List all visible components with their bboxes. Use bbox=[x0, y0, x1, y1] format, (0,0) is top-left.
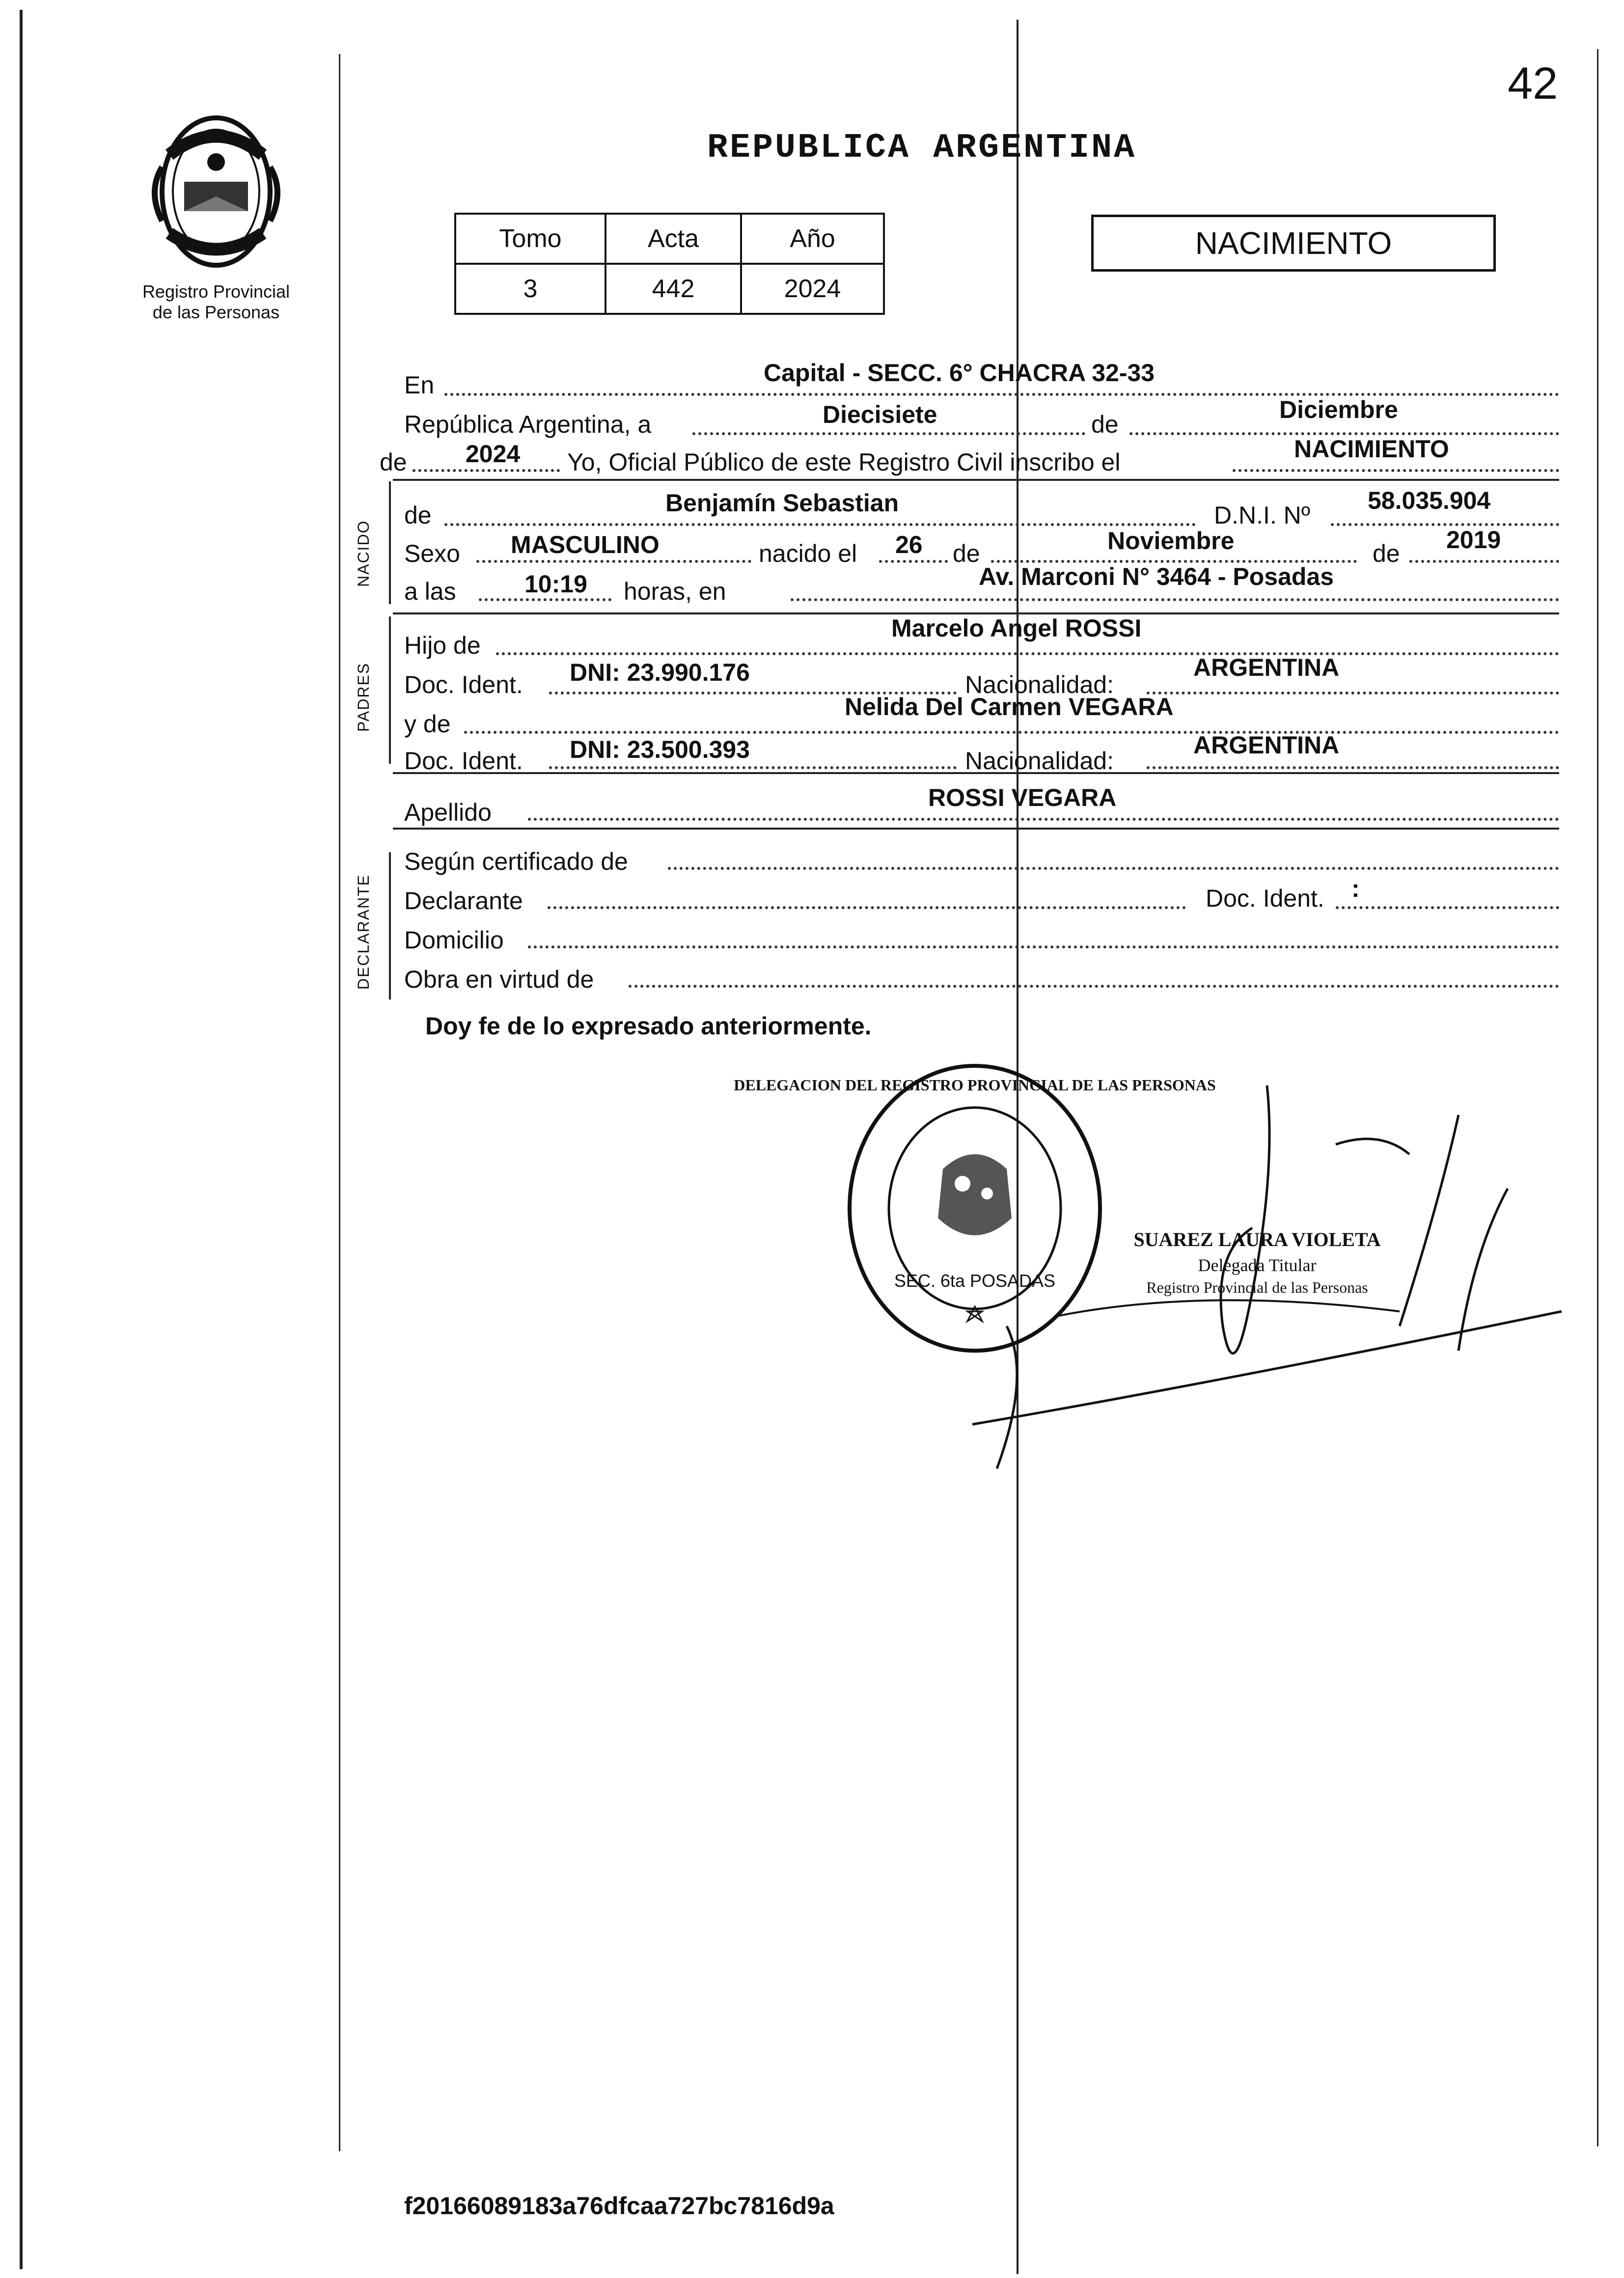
table-value-anio: 2024 bbox=[741, 264, 884, 314]
label-de-mes: de bbox=[953, 540, 980, 567]
table-header-acta: Acta bbox=[606, 214, 741, 264]
dotted-line bbox=[496, 652, 1559, 655]
label-nacido-el: nacido el bbox=[759, 540, 857, 567]
stamp-ring-text: DELEGACION DEL REGISTRO PROVINCIAL DE LAS PERSONAS bbox=[734, 1076, 1216, 1094]
dotted-line bbox=[444, 523, 1196, 526]
value-padre-nac: ARGENTINA bbox=[1193, 654, 1340, 681]
label-horas-en: horas, en bbox=[624, 578, 726, 605]
label-obra-en-virtud: Obra en virtud de bbox=[404, 966, 594, 993]
stamp-inner-text: SEC. 6ta POSADAS bbox=[894, 1271, 1056, 1291]
label-de-nombre: de bbox=[404, 501, 432, 529]
act-type-box: NACIMIENTO bbox=[1091, 215, 1496, 272]
dotted-line bbox=[548, 906, 1186, 909]
dotted-line bbox=[413, 469, 560, 472]
dotted-line bbox=[1409, 560, 1559, 563]
section-label-padres: PADRES bbox=[355, 662, 372, 732]
value-mes: Diciembre bbox=[1279, 396, 1398, 423]
label-a-las: a las bbox=[404, 578, 456, 605]
label-doc-ident-decl: Doc. Ident. bbox=[1206, 885, 1324, 912]
official-org: Registro Provincial de las Personas bbox=[1146, 1278, 1368, 1296]
label-nacionalidad-1: Nacionalidad: bbox=[965, 671, 1114, 698]
attestation-text: Doy fe de lo expresado anteriormente. bbox=[425, 1012, 872, 1040]
value-padre-doc: DNI: 23.990.176 bbox=[570, 659, 750, 686]
section-bracket-nacido bbox=[389, 481, 391, 604]
dotted-line bbox=[1233, 469, 1559, 472]
section-label-declarante: DECLARANTE bbox=[355, 874, 372, 990]
label-de-year: de bbox=[380, 448, 407, 476]
value-nombre: Benjamín Sebastian bbox=[665, 489, 899, 517]
dotted-line bbox=[668, 867, 1559, 870]
province-seal-icon bbox=[118, 108, 314, 275]
value-madre-nac: ARGENTINA bbox=[1193, 731, 1340, 759]
label-domicilio: Domicilio bbox=[404, 926, 504, 954]
dotted-line bbox=[1336, 906, 1559, 909]
value-anio-nac: 2019 bbox=[1446, 526, 1501, 554]
label-republica: República Argentina, a bbox=[404, 411, 652, 438]
value-madre-doc: DNI: 23.500.393 bbox=[570, 736, 750, 763]
label-yo-oficial: Yo, Oficial Público de este Registro Civil inscribo el bbox=[567, 448, 1121, 476]
label-de-month: de bbox=[1091, 411, 1119, 438]
dotted-line bbox=[1147, 766, 1559, 769]
label-apellido: Apellido bbox=[404, 799, 492, 826]
section-bracket-padres bbox=[389, 616, 391, 764]
table-header-tomo: Tomo bbox=[455, 214, 606, 264]
seal-caption-line2: de las Personas bbox=[152, 302, 280, 322]
section-label-nacido: NACIDO bbox=[355, 520, 372, 587]
province-seal bbox=[118, 108, 314, 323]
section-divider bbox=[393, 772, 1559, 774]
label-hijo-de: Hijo de bbox=[404, 632, 481, 659]
label-doc-ident-2: Doc. Ident. bbox=[404, 747, 523, 775]
value-acto: NACIMIENTO bbox=[1294, 435, 1449, 463]
left-margin-line bbox=[339, 54, 340, 2151]
value-hora: 10:19 bbox=[524, 570, 587, 598]
dotted-line bbox=[791, 598, 1559, 601]
handwritten-signature-icon bbox=[958, 1081, 1571, 1473]
value-padre: Marcelo Angel ROSSI bbox=[891, 614, 1142, 642]
dotted-line bbox=[549, 766, 957, 769]
value-dia-nac: 26 bbox=[895, 531, 923, 558]
value-lugar: Capital - SECC. 6° CHACRA 32-33 bbox=[764, 359, 1155, 387]
section-divider bbox=[393, 479, 1559, 481]
left-binding-edge bbox=[20, 10, 23, 2269]
dotted-line bbox=[1331, 523, 1559, 526]
dotted-line bbox=[629, 985, 1559, 988]
label-declarante: Declarante bbox=[404, 887, 523, 915]
label-en: En bbox=[404, 371, 435, 399]
register-table-value-row bbox=[455, 264, 884, 314]
page-number: 42 bbox=[1508, 58, 1558, 109]
value-anio: 2024 bbox=[466, 440, 521, 468]
value-dni: 58.035.904 bbox=[1368, 487, 1491, 514]
official-name: SUAREZ LAURA VIOLETA bbox=[1133, 1228, 1381, 1250]
label-de-anio: de bbox=[1373, 540, 1400, 567]
section-divider bbox=[393, 828, 1559, 830]
official-role: Delegada Titular bbox=[1198, 1255, 1317, 1275]
table-header-anio: Año bbox=[741, 214, 884, 264]
seal-caption-line1: Registro Provincial bbox=[142, 281, 290, 302]
value-apellido: ROSSI VEGARA bbox=[928, 784, 1117, 811]
dotted-line bbox=[692, 432, 1085, 435]
register-table-header-row bbox=[455, 214, 884, 264]
value-madre: Nelida Del Carmen VEGARA bbox=[845, 693, 1174, 721]
label-segun-certificado: Según certificado de bbox=[404, 848, 628, 875]
dotted-line bbox=[528, 945, 1559, 948]
label-nacionalidad-2: Nacionalidad: bbox=[965, 747, 1114, 775]
value-decl-doc: : bbox=[1351, 875, 1360, 902]
table-value-tomo: 3 bbox=[455, 264, 606, 314]
document-hash: f20166089183a76dfcaa727bc7816d9a bbox=[404, 2192, 834, 2220]
label-y-de: y de bbox=[404, 710, 451, 738]
value-sexo: MASCULINO bbox=[511, 531, 660, 558]
dotted-line bbox=[1147, 692, 1559, 695]
register-table bbox=[454, 213, 885, 315]
country-title: REPUBLICA ARGENTINA bbox=[707, 129, 1137, 167]
dotted-line bbox=[879, 560, 948, 563]
dotted-line bbox=[479, 598, 611, 601]
dotted-line bbox=[464, 731, 1559, 734]
label-dni: D.N.I. Nº bbox=[1214, 501, 1311, 529]
value-dia-letras: Diecisiete bbox=[823, 401, 937, 428]
label-doc-ident-1: Doc. Ident. bbox=[404, 671, 523, 698]
value-mes-nac: Noviembre bbox=[1107, 527, 1235, 555]
dotted-line bbox=[476, 560, 751, 563]
table-value-acta: 442 bbox=[606, 264, 741, 314]
value-domicilio-nac: Av. Marconi N° 3464 - Posadas bbox=[979, 563, 1334, 590]
dotted-line bbox=[528, 818, 1559, 821]
label-sexo: Sexo bbox=[404, 540, 460, 567]
right-margin-line bbox=[1597, 49, 1598, 2146]
section-bracket-declarante bbox=[389, 852, 391, 1000]
